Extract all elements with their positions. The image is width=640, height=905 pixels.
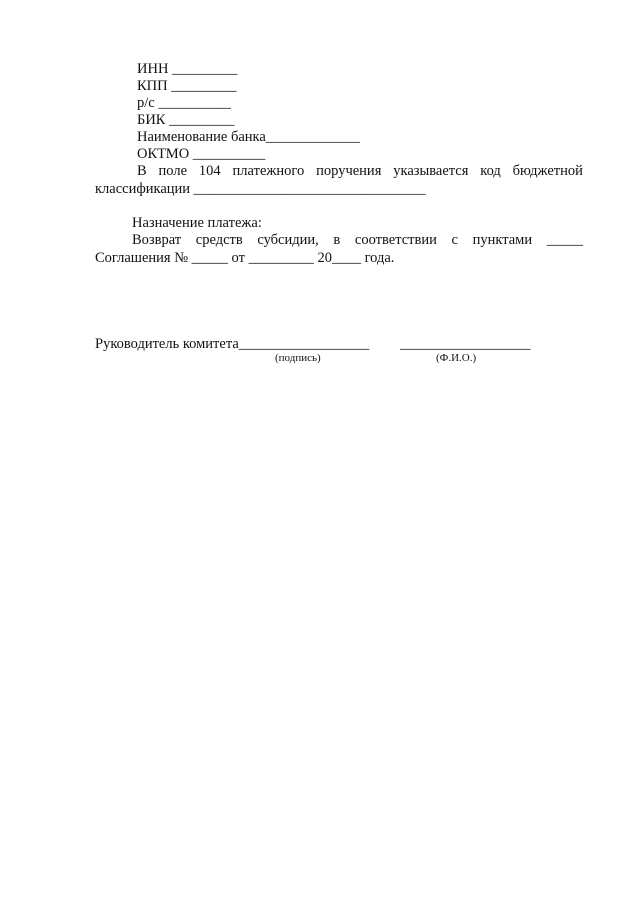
word: платежного <box>232 163 305 179</box>
word: средств <box>195 232 243 248</box>
kpp-field: КПП _________ <box>137 78 237 94</box>
word: В <box>137 163 147 179</box>
purpose-heading: Назначение платежа: <box>132 215 262 231</box>
purpose-line2: Соглашения № _____ от _________ 20____ года. <box>95 250 395 266</box>
name-blank: __________________ <box>400 336 531 352</box>
word: пунктами <box>472 232 533 248</box>
word: бюджетной <box>512 163 583 179</box>
word: 104 <box>198 163 221 179</box>
bank-name-field: Наименование банка_____________ <box>137 129 361 145</box>
purpose-line1 <box>132 232 583 249</box>
inn-field: ИНН _________ <box>137 61 238 77</box>
word: в <box>333 232 341 248</box>
signature-caption: (подпись) <box>275 352 321 364</box>
word: _____ <box>546 232 583 248</box>
word: поле <box>158 163 188 179</box>
bik-field: БИК _________ <box>137 112 235 128</box>
word: субсидии, <box>257 232 319 248</box>
field104-line2: классификации ________________________________ <box>95 181 426 197</box>
field104-line1 <box>137 163 583 180</box>
word: с <box>451 232 458 248</box>
account-field: р/с __________ <box>137 95 231 111</box>
word: Возврат <box>132 232 182 248</box>
word: код <box>480 163 501 179</box>
word: соответствии <box>354 232 437 248</box>
word: указывается <box>393 163 469 179</box>
oktmo-field: ОКТМО __________ <box>137 146 266 162</box>
signature-head: Руководитель комитета__________________ <box>95 336 370 352</box>
word: поручения <box>316 163 382 179</box>
name-caption: (Ф.И.О.) <box>436 352 477 364</box>
